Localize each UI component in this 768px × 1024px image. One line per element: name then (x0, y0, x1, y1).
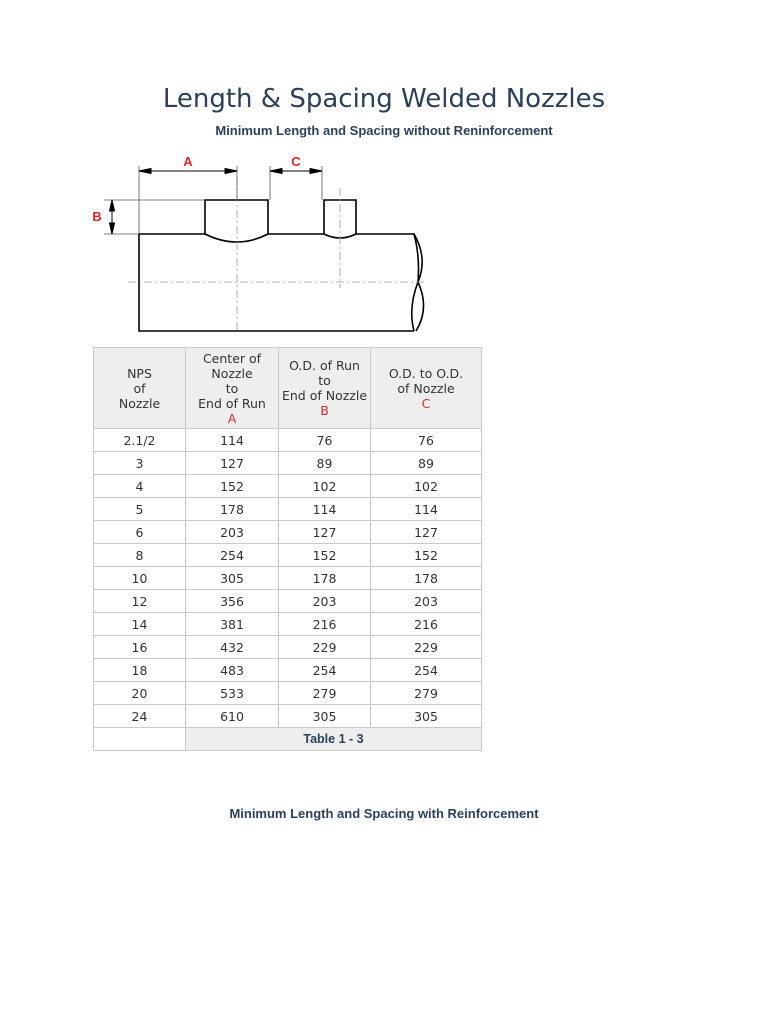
table-caption-row (94, 728, 482, 751)
table-cell: 254 (186, 544, 279, 567)
table-cell: 203 (371, 590, 482, 613)
header-line: NPS (127, 365, 152, 381)
table-cell: 76 (279, 429, 371, 452)
table-cell: 229 (371, 636, 482, 659)
table-cell: 102 (279, 475, 371, 498)
section-subtitle-without-reinforcement: Minimum Length and Spacing without Reninforcement (215, 123, 553, 138)
table-cell: 20 (94, 682, 186, 705)
table-cell: 305 (279, 705, 371, 728)
table-cell: 203 (279, 590, 371, 613)
table-cell: 178 (371, 567, 482, 590)
large-nozzle (205, 200, 268, 242)
table-cell: 178 (279, 567, 371, 590)
table-row (94, 429, 482, 452)
table-cell: 178 (186, 498, 279, 521)
table-body (94, 429, 482, 728)
table-cell: 279 (371, 682, 482, 705)
nozzle-dimension-table (93, 347, 482, 751)
table-cell: 10 (94, 567, 186, 590)
table-cell: 12 (94, 590, 186, 613)
table-cell: 16 (94, 636, 186, 659)
table-header-row (94, 348, 482, 429)
header-line: End of Nozzle (281, 388, 368, 403)
table-cell: 127 (186, 452, 279, 475)
table-cell: 254 (371, 659, 482, 682)
table-cell: 14 (94, 613, 186, 636)
table-row (94, 636, 482, 659)
table-cell: 533 (186, 682, 279, 705)
header-dimension-letter: A (227, 410, 237, 426)
header-line: Center of (202, 350, 262, 366)
table-row (94, 567, 482, 590)
header-nps (94, 348, 186, 429)
table-cell: 432 (186, 636, 279, 659)
header-line: to (318, 373, 331, 388)
table-row (94, 475, 482, 498)
dimension-c-label: C (291, 154, 301, 169)
header-line: of Nozzle (397, 380, 455, 396)
table-cell: 4 (94, 475, 186, 498)
header-od-to-od (371, 348, 482, 429)
table-cell: 5 (94, 498, 186, 521)
table-cell: 203 (186, 521, 279, 544)
table-cell: 216 (279, 613, 371, 636)
table-row (94, 590, 482, 613)
table-cell: 3 (94, 452, 186, 475)
header-line: Nozzle (118, 395, 161, 411)
table-cell: 8 (94, 544, 186, 567)
header-line: to (225, 380, 239, 396)
table-cell: 279 (279, 682, 371, 705)
table-cell: 305 (186, 567, 279, 590)
pipe-run-outline (139, 234, 415, 331)
table-cell: 18 (94, 659, 186, 682)
table-cell: 152 (279, 544, 371, 567)
header-dimension-letter: C (421, 395, 431, 411)
header-line: End of Run (198, 395, 266, 411)
table-cell: 114 (279, 498, 371, 521)
table-cell: 152 (186, 475, 279, 498)
table-cell: 229 (279, 636, 371, 659)
table-row (94, 682, 482, 705)
section-subtitle-with-reinforcement: Minimum Length and Spacing with Reinforcement (229, 806, 539, 821)
header-dimension-letter: B (320, 403, 329, 418)
dimension-b-label: B (92, 209, 102, 224)
table-cell: 483 (186, 659, 279, 682)
page-title: Length & Spacing Welded Nozzles (162, 84, 606, 114)
header-line: of (133, 380, 146, 396)
header-line: O.D. of Run (289, 358, 360, 373)
table-caption: Table 1 - 3 (186, 728, 482, 751)
table-cell: 6 (94, 521, 186, 544)
table-cell: 254 (279, 659, 371, 682)
table-cell: 356 (186, 590, 279, 613)
table-cell: 152 (371, 544, 482, 567)
table-cell: 2.1/2 (94, 429, 186, 452)
caption-spacer-cell (94, 728, 186, 751)
table-row (94, 498, 482, 521)
table-row (94, 659, 482, 682)
table-row (94, 544, 482, 567)
table-cell: 114 (371, 498, 482, 521)
table-cell: 216 (371, 613, 482, 636)
pipe-break-end (412, 234, 424, 331)
dimension-a-label: A (183, 154, 193, 169)
header-center-to-end (186, 348, 279, 429)
table-cell: 127 (371, 521, 482, 544)
table-row (94, 705, 482, 728)
table-cell: 127 (279, 521, 371, 544)
table-cell: 76 (371, 429, 482, 452)
nozzle-dimension-diagram (80, 148, 430, 338)
table-cell: 114 (186, 429, 279, 452)
table-row (94, 452, 482, 475)
table-row (94, 613, 482, 636)
table-cell: 24 (94, 705, 186, 728)
table-cell: 89 (371, 452, 482, 475)
table-cell: 89 (279, 452, 371, 475)
header-od-run-to-end (279, 348, 371, 429)
table-cell: 610 (186, 705, 279, 728)
table-cell: 381 (186, 613, 279, 636)
table-cell: 102 (371, 475, 482, 498)
table-row (94, 521, 482, 544)
header-line: Nozzle (211, 365, 253, 381)
table-cell: 305 (371, 705, 482, 728)
header-line: O.D. to O.D. (388, 365, 464, 381)
